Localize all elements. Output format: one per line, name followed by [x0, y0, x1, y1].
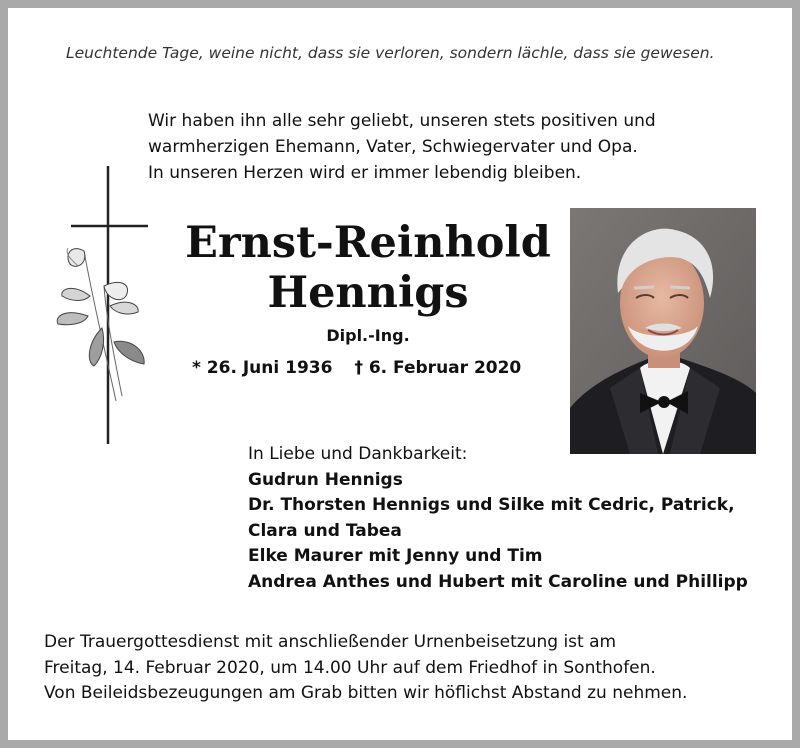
- mourner-line: Gudrun Hennigs: [248, 469, 403, 490]
- mourners-list: [248, 442, 748, 595]
- life-dates: [192, 358, 521, 378]
- birth-date: * 26. Juni 1936: [192, 358, 333, 378]
- death-date: † 6. Februar 2020: [354, 358, 522, 378]
- notice-line: Freitag, 14. Februar 2020, um 14.00 Uhr auf dem Friedhof in Sonthofen.: [44, 657, 656, 678]
- mourner-line: Dr. Thorsten Hennigs und Silke mit Cedric, Patrick,: [248, 495, 735, 515]
- intro-line: Wir haben ihn alle sehr geliebt, unseren stets positiven und: [148, 111, 656, 131]
- academic-title: Dipl.-Ing.: [326, 326, 410, 345]
- funeral-notice: [44, 630, 687, 707]
- mourner-line: Clara und Tabea: [248, 520, 402, 541]
- intro-line: In unseren Herzen wird er immer lebendig bleiben.: [148, 163, 582, 183]
- mourner-line: Andrea Anthes und Hubert mit Caroline und Phillipp: [248, 571, 748, 592]
- notice-line: Der Trauergottesdienst mit anschließender Urnenbeisetzung ist am: [44, 632, 617, 652]
- name-line-1: Ernst-Reinhold: [185, 218, 551, 268]
- notice-line: Von Beileidsbezeugungen am Grab bitten wir höflichst Abstand zu nehmen.: [44, 683, 688, 703]
- intro-paragraph: [148, 108, 656, 186]
- calla-lily-icon: [57, 248, 144, 401]
- mourner-line: Elke Maurer mit Jenny und Tim: [248, 546, 543, 566]
- mourners-heading: In Liebe und Dankbarkeit:: [248, 444, 468, 464]
- name-line-2: Hennigs: [267, 268, 469, 318]
- cross-icon: [44, 166, 164, 450]
- intro-line: warmherzigen Ehemann, Vater, Schwiegervater und Opa.: [148, 137, 638, 157]
- obituary-card: [8, 8, 792, 740]
- portrait-photo: [570, 208, 756, 454]
- deceased-name: [158, 218, 578, 318]
- quote-text: Leuchtende Tage, weine nicht, dass sie verloren, sondern lächle, dass sie gewesen.: [66, 44, 715, 62]
